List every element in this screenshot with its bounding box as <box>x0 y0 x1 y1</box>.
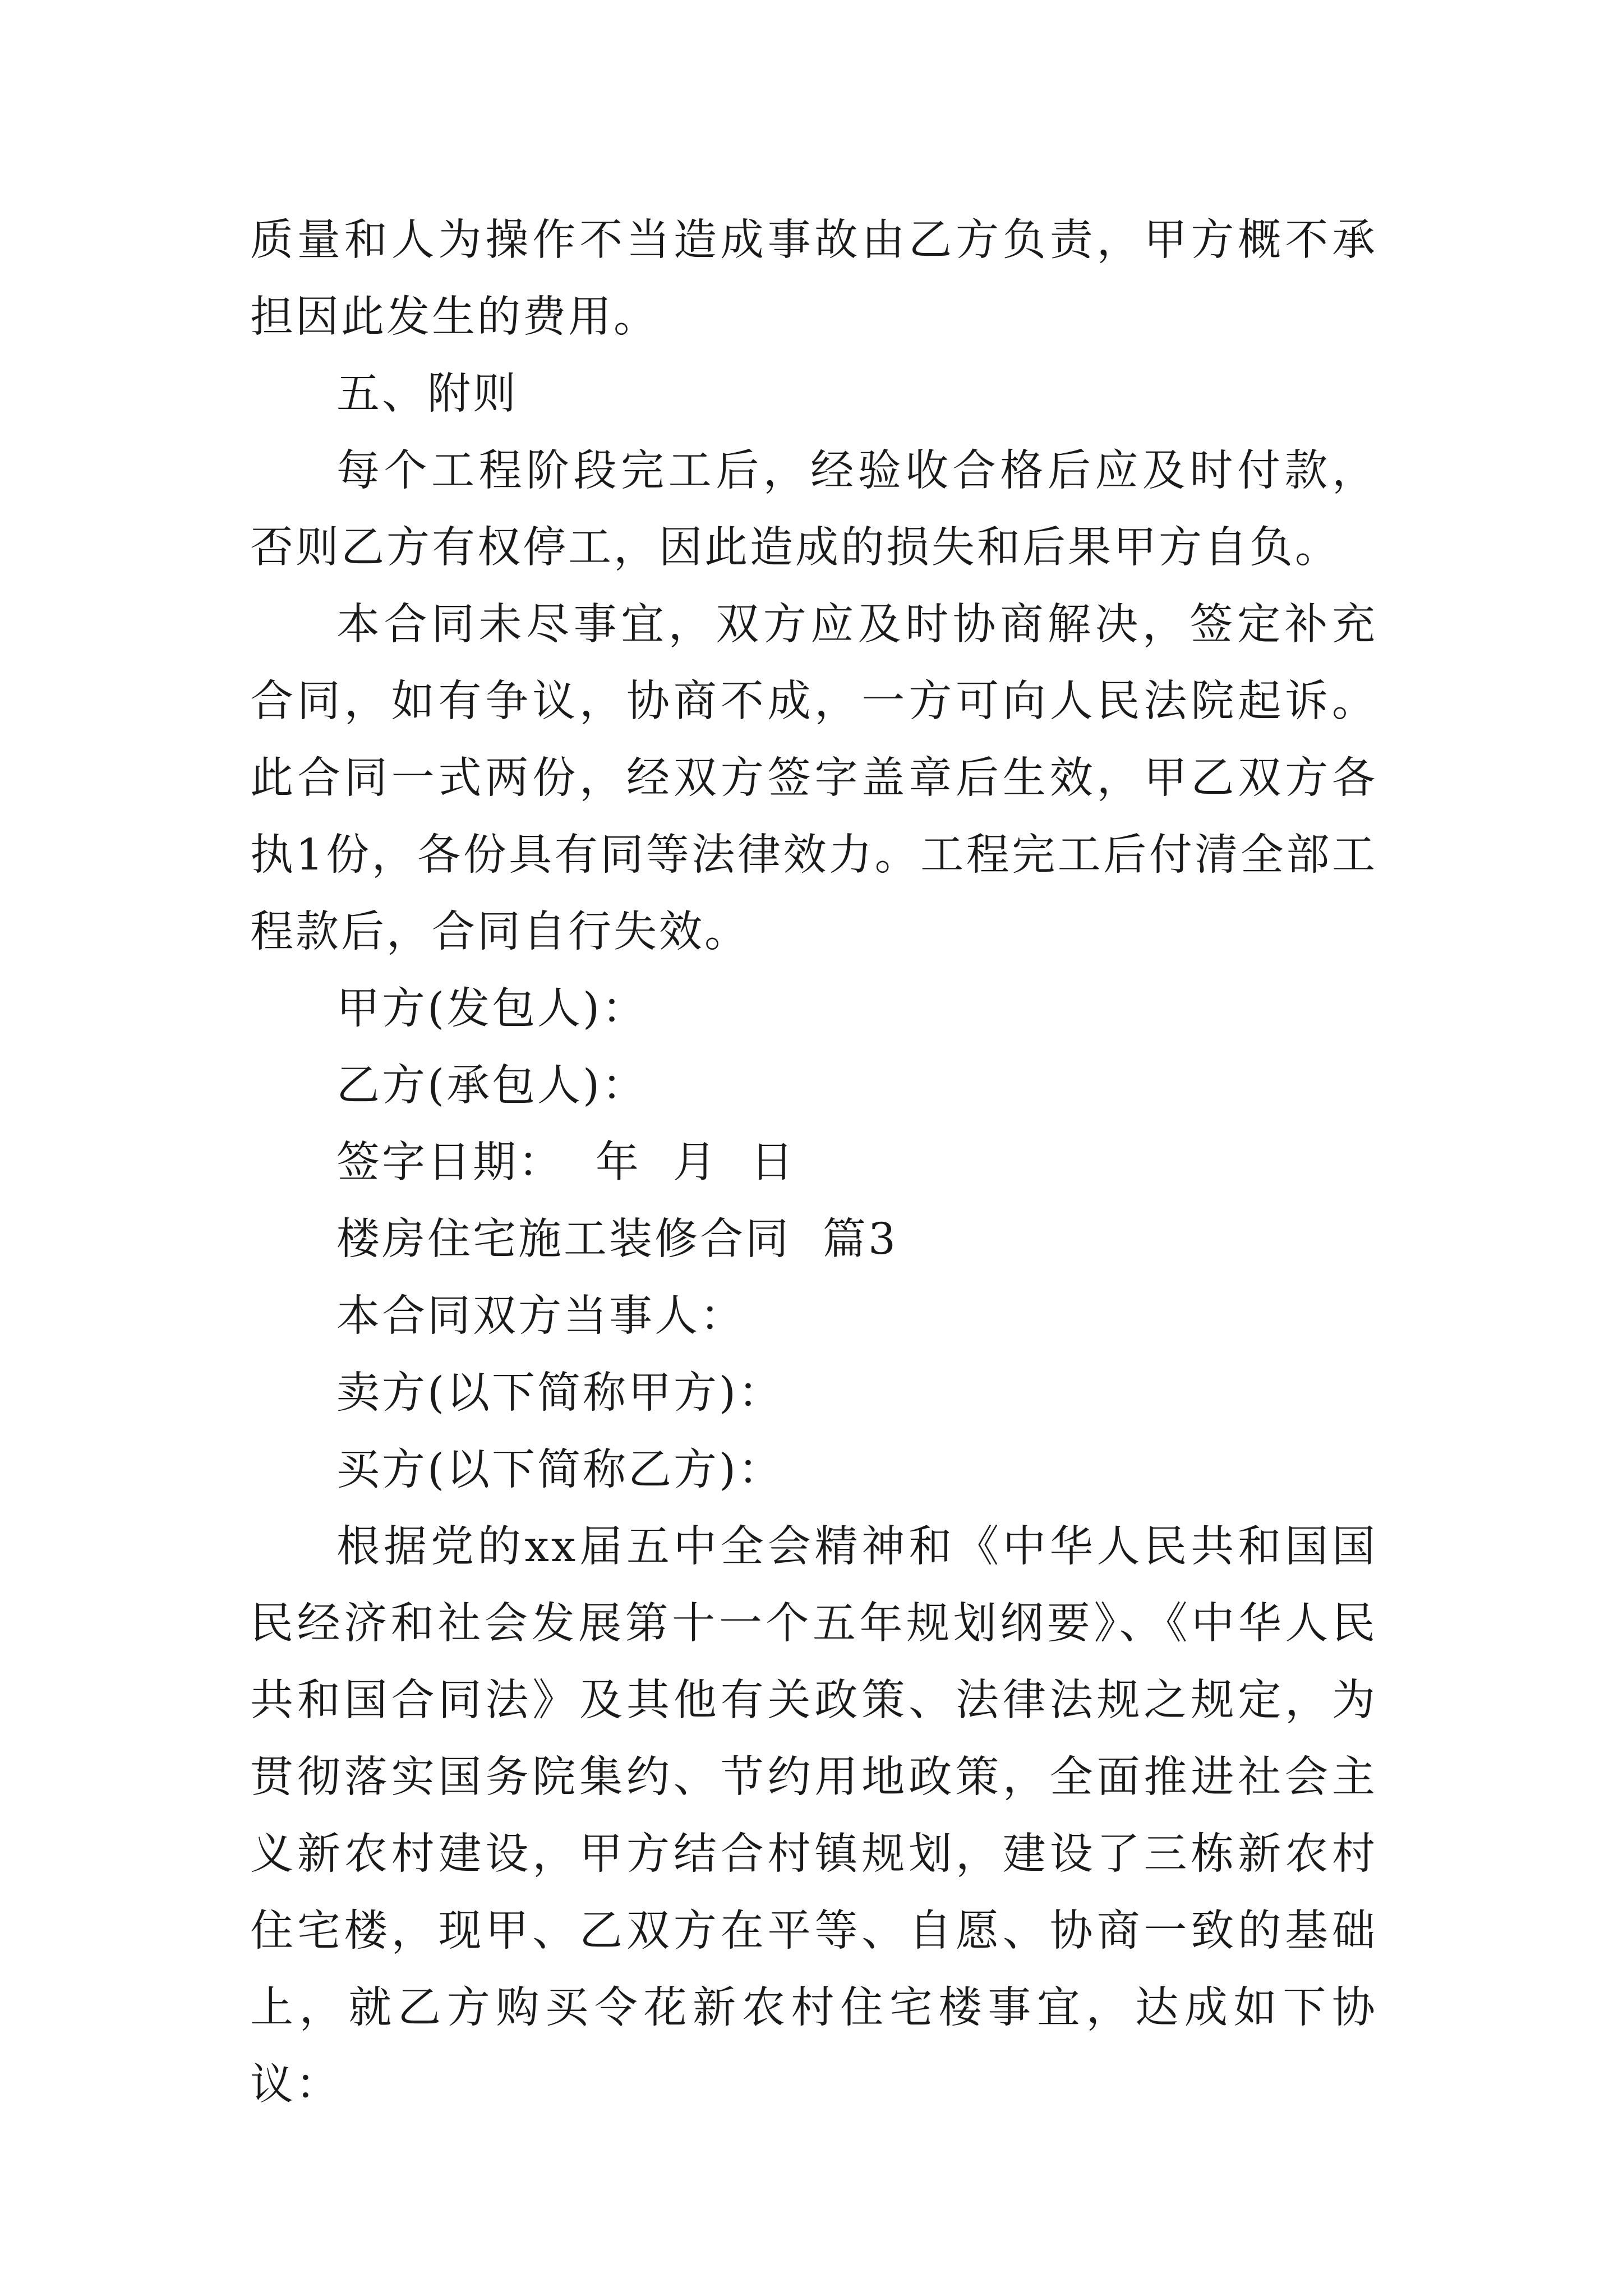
contract-parties-heading: 本合同双方当事人： <box>336 1291 745 1341</box>
seller-party-line: 卖方(以下简称甲方)： <box>336 1368 784 1418</box>
buyer-party-line: 买方(以下简称乙方)： <box>336 1445 784 1495</box>
signature-party-b: 乙方(承包人)： <box>336 1061 648 1111</box>
paragraph-unresolved-matters: 本合同未尽事宜，双方应及时协商解决，签定补充合同，如有争议，协商不成，一方可向人民法院起诉。此合同一式两份，经双方签字盖章后生效，甲乙双方各执1份，各份具有同等法律效力。工程完工后付清全部工程款后，合同自行失效。 <box>250 600 1377 957</box>
document-body <box>250 202 1377 2123</box>
paragraph-quality-responsibility: 质量和人为操作不当造成事故由乙方负责，甲方概不承担因此发生的费用。 <box>250 215 1377 342</box>
signature-party-a: 甲方(发包人)： <box>336 984 648 1034</box>
section-heading-appendix: 五、附则 <box>336 369 518 419</box>
paragraph-legal-basis: 根据党的xx届五中全会精神和《中华人民共和国国民经济和社会发展第十一个五年规划纲要》、《中华人民共和国合同法》及其他有关政策、法律法规之规定，为贯彻落实国务院集约、节约用地政策，全面推进社会主义新农村建设，甲方结合村镇规划，建设了三栋新农村住宅楼，现甲、乙双方在平等、自愿、协商一致的基础上，就乙方购买令花新农村住宅楼事宜，达成如下协议： <box>250 1522 1377 2110</box>
signature-date: 签字日期： 年 月 日 <box>336 1138 796 1188</box>
paragraph-payment-terms: 每个工程阶段完工后，经验收合格后应及时付款，否则乙方有权停工，因此造成的损失和后果甲方自负。 <box>250 446 1377 573</box>
contract-title-part-3: 楼房住宅施工装修合同 篇3 <box>336 1214 898 1264</box>
